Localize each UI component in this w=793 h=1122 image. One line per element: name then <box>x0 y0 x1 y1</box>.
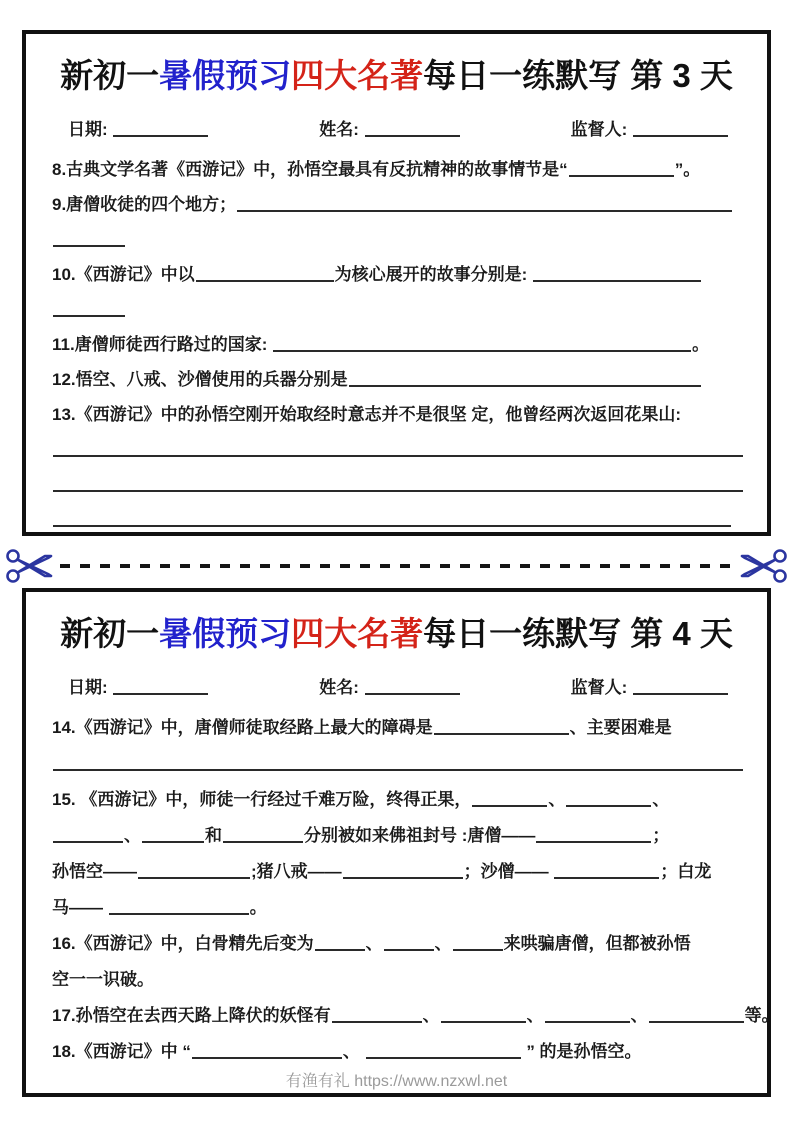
question-text: 9.唐僧收徒的四个地方； <box>52 195 237 214</box>
field-supervisor <box>571 673 729 698</box>
answer-blank <box>472 791 547 807</box>
question-line <box>52 432 741 467</box>
question-text: ”。 <box>674 160 701 179</box>
answer-blank <box>343 863 463 879</box>
field-blank <box>633 679 728 695</box>
question-line <box>52 362 741 397</box>
answer-blank <box>566 791 651 807</box>
question-text: 、主要困难是 <box>569 718 672 737</box>
question-line <box>52 782 741 818</box>
watermark-text: 有渔有礼 https://www.nzxwl.net <box>285 1073 508 1090</box>
question-line <box>52 998 779 1034</box>
question-text: 、 <box>652 790 670 809</box>
question-lines <box>52 710 779 1070</box>
question-text: 15. 《西游记》中，师徒一行经过千难万险，终得正果， <box>52 790 472 809</box>
question-text: 17.孙悟空在去西天路上降伏的妖怪有 <box>52 1006 331 1025</box>
answer-blank <box>384 935 434 951</box>
field-supervisor <box>571 115 729 140</box>
field-label: 姓名: <box>319 120 364 139</box>
answer-blank <box>53 441 743 457</box>
question-line <box>52 890 741 926</box>
question-text: 和 <box>205 826 222 845</box>
field-name <box>319 673 460 698</box>
answer-blank <box>53 827 123 843</box>
field-label: 姓名: <box>319 678 364 697</box>
question-text: ” 的是孙悟空。 <box>521 1042 642 1061</box>
answer-blank <box>237 196 732 212</box>
question-text: 空一一识破。 <box>52 970 154 989</box>
answer-blank <box>649 1007 744 1023</box>
scissors-icon-right <box>737 546 789 586</box>
question-text: 10.《西游记》中以 <box>52 265 195 284</box>
question-text: ；白龙 <box>660 862 712 881</box>
question-text: 16.《西游记》中，白骨精先后变为 <box>52 934 314 953</box>
question-line <box>52 467 741 502</box>
title-part: 每日一练默写 第 3 天 <box>423 57 733 94</box>
question-text: 、 <box>124 826 141 845</box>
answer-blank <box>53 231 125 247</box>
question-line <box>52 818 741 854</box>
field-blank <box>113 121 208 137</box>
answer-blank <box>53 755 743 771</box>
answer-blank <box>223 827 303 843</box>
question-text: 13.《西游记》中的孙悟空刚开始取经时意志并不是很坚 定，他曾经两次返回花果山: <box>52 405 682 424</box>
question-text: 、 <box>342 1042 365 1061</box>
field-label: 日期: <box>68 120 113 139</box>
question-line <box>52 152 741 187</box>
question-text: ;猪八戒—— <box>251 862 342 881</box>
answer-blank <box>434 719 569 735</box>
answer-blank <box>533 266 701 282</box>
title-part: 新初一 <box>60 57 160 94</box>
answer-blank <box>545 1007 630 1023</box>
question-text: ；沙僧—— <box>463 862 554 881</box>
title-part: 每日一练默写 第 4 天 <box>423 615 733 652</box>
answer-blank <box>453 935 503 951</box>
answer-blank <box>349 371 701 387</box>
question-text: 、 <box>434 934 452 953</box>
answer-blank <box>109 899 249 915</box>
header-fields <box>52 115 741 140</box>
answer-blank <box>53 476 743 492</box>
question-text: 14.《西游记》中，唐僧师徒取经路上最大的障碍是 <box>52 718 433 737</box>
title-part: 四大名著 <box>291 57 424 94</box>
field-blank <box>633 121 728 137</box>
question-text: 18.《西游记》中 “ <box>52 1042 191 1061</box>
field-label: 监督人: <box>570 120 632 139</box>
answer-blank <box>196 266 334 282</box>
answer-blank <box>192 1043 342 1059</box>
field-label: 监督人: <box>570 678 632 697</box>
field-name <box>319 115 460 140</box>
question-line <box>52 222 741 257</box>
field-date <box>68 115 209 140</box>
title-part: 四大名著 <box>291 615 424 652</box>
question-text: 、 <box>422 1006 440 1025</box>
question-text: 、 <box>526 1006 544 1025</box>
question-line <box>52 1034 741 1070</box>
question-text: 12.悟空、八戒、沙僧使用的兵器分别是 <box>52 370 348 389</box>
scissors-icon-left <box>4 546 56 586</box>
answer-blank <box>536 827 651 843</box>
question-line <box>52 502 741 537</box>
question-text: 。 <box>249 898 267 917</box>
field-label: 日期: <box>68 678 113 697</box>
answer-blank <box>273 336 691 352</box>
field-date <box>68 673 209 698</box>
worksheet-card-day3 <box>22 30 771 536</box>
question-text: ； <box>652 826 670 845</box>
question-text: 、 <box>548 790 566 809</box>
section-title <box>52 50 741 97</box>
cut-divider <box>4 545 789 587</box>
answer-blank <box>138 863 250 879</box>
question-text: 来哄骗唐僧，但都被孙悟 <box>503 934 691 953</box>
answer-blank <box>315 935 365 951</box>
dashed-cut-line <box>60 564 733 568</box>
worksheet-card-day4 <box>22 588 779 1097</box>
answer-blank <box>53 511 731 527</box>
question-line <box>52 397 741 432</box>
question-line <box>52 327 741 362</box>
question-line <box>52 926 741 962</box>
answer-blank <box>554 863 659 879</box>
question-line <box>52 854 741 890</box>
question-text: 。 <box>692 335 710 354</box>
title-part: 新初一 <box>60 615 160 652</box>
field-blank <box>365 679 460 695</box>
answer-blank <box>53 301 125 317</box>
question-text: 11.唐僧师徒西行路过的国家: <box>52 335 273 354</box>
question-text: 等。 <box>744 1006 779 1025</box>
question-text: 、 <box>365 934 383 953</box>
header-fields <box>52 673 741 698</box>
field-blank <box>113 679 208 695</box>
question-line <box>52 292 741 327</box>
answer-blank <box>142 827 204 843</box>
title-part: 暑假预习 <box>159 57 292 94</box>
answer-blank <box>332 1007 422 1023</box>
question-text: 孙悟空—— <box>52 862 137 881</box>
question-text: 、 <box>630 1006 648 1025</box>
answer-blank <box>441 1007 526 1023</box>
question-text: 8.古典文学名著《西游记》中，孙悟空最具有反抗精神的故事情节是“ <box>52 160 568 179</box>
answer-blank <box>366 1043 521 1059</box>
question-line <box>52 746 741 782</box>
question-line <box>52 710 741 746</box>
title-part: 暑假预习 <box>159 615 292 652</box>
field-blank <box>365 121 460 137</box>
question-line <box>52 962 741 998</box>
question-text: 为核心展开的故事分别是: <box>334 265 533 284</box>
question-line <box>52 187 741 222</box>
question-line <box>52 257 741 292</box>
question-lines <box>52 152 741 537</box>
answer-blank <box>569 161 674 177</box>
section-title <box>52 608 741 655</box>
question-text: 分别被如来佛祖封号 :唐僧—— <box>304 826 536 845</box>
question-text: 马—— <box>52 898 108 917</box>
